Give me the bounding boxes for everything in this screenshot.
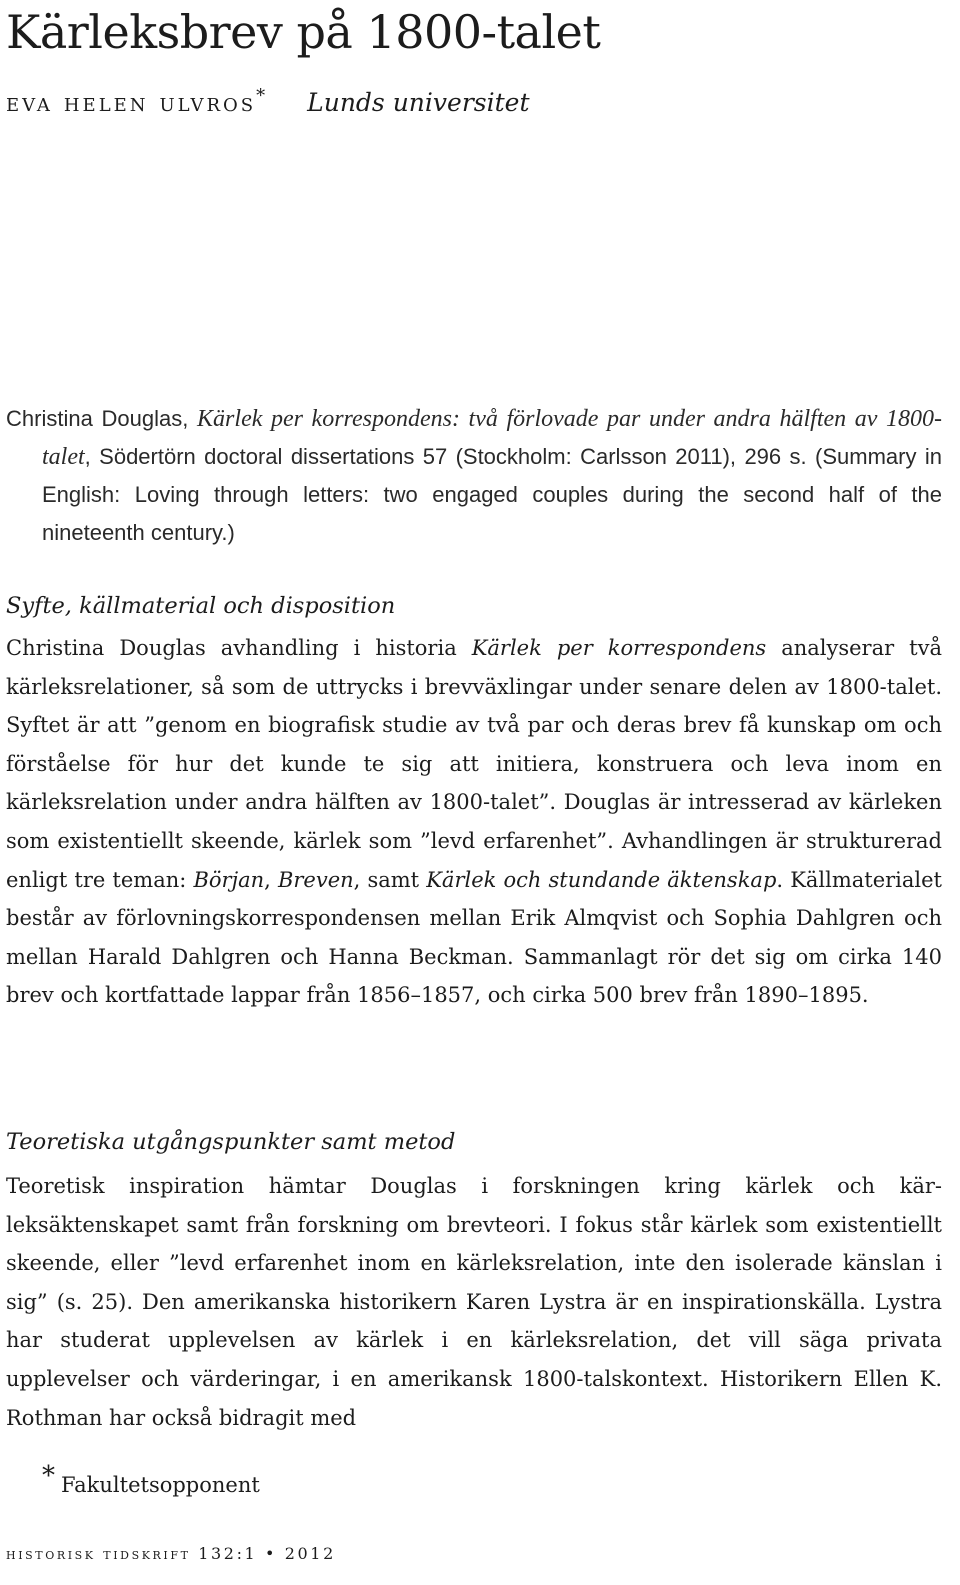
emphasis-theme-1: Början xyxy=(193,867,265,892)
emphasis-theme-3: Kärlek och stundande äktenskap xyxy=(426,867,777,892)
emphasis-theme-2: Breven xyxy=(277,867,354,892)
footnote-mark: * xyxy=(42,1461,55,1491)
citation-details: , Södertörn doctoral dissertations 57 (Stockholm: Carlsson 2011), 296 s. (Summary in English: Loving through letters: two engaged couples during the second half of the nineteenth century.) xyxy=(42,444,942,545)
text-run: , samt xyxy=(353,867,427,892)
author-name xyxy=(6,88,265,117)
footnote xyxy=(42,1461,260,1497)
author-text: eva helen ulvros xyxy=(6,88,257,118)
byline xyxy=(6,86,530,117)
book-citation xyxy=(6,400,942,552)
citation-book-title: Kärlek per korrespondens: två förlovade par under andra hälften av 1800-talet xyxy=(42,406,942,470)
text-run: . Källmaterialet består av förlovningskorrespondensen mellan Erik Almqvist och Sophia Dahlgren och mellan Harald Dahlgren och Hanna Beckman. Sammanlagt rör det sig om cirka 140 brev och kortfattade lappar från 1856–1857, och cirka 500 brev från 1890–1895. xyxy=(6,867,942,1008)
citation-author: Christina Douglas, xyxy=(6,406,198,431)
section-heading-theory: Teoretiska utgångspunkter samt metod xyxy=(6,1129,456,1155)
text-run: , xyxy=(264,867,278,892)
footnote-text: Fakultetsopponent xyxy=(61,1473,260,1497)
section-heading-purpose: Syfte, källmaterial och disposition xyxy=(6,593,396,619)
running-footer: historisk tidskrift 132:1 • 2012 xyxy=(6,1544,336,1563)
paragraph-theory: Teoretisk inspiration hämtar Douglas i forskningen kring kärlek och kärleksäktenskapet samt från forskning om brevteori. I fokus står kärlek som existentiellt skeende, eller ”levd erfarenhet inom en kärleksrelation, inte den isolerade känslan i sig” (s. 25). Den amerikanska historikern Karen Lystra är en inspirationskälla. Lystra har studerat upplevelsen av kärlek i en kärleksrelation, det vill säga privata upplevelser och värderingar, i en amerikansk 1800-talskontext. Historikern Ellen K. Rothman har också bidragit med xyxy=(6,1174,942,1430)
text-run: analyserar två kärleksrelationer, så som de uttrycks i brevväxlingar under senare delen av 1800-talet. Syftet är att ”genom en biografisk studie av två par och deras brev få kunskap om och förståelse för hur det kunde te sig att initiera, konstruera och leva inom en kärleksrelation under andra hälften av 1800-talet”. Douglas är intresserad av kärleken som existentiellt skeende, kärlek som ”levd erfarenhet”. Avhandlingen är strukturerad enligt tre teman: xyxy=(6,636,942,892)
article-title: Kärleksbrev på 1800-talet xyxy=(6,5,601,59)
text-run: Christina Douglas avhandling i historia xyxy=(6,636,472,660)
paragraph-purpose xyxy=(6,629,942,1015)
author-affiliation: Lunds universitet xyxy=(307,88,530,118)
author-footnote-mark: * xyxy=(256,86,266,107)
emphasis-book-title: Kärlek per korrespondens xyxy=(471,636,767,660)
